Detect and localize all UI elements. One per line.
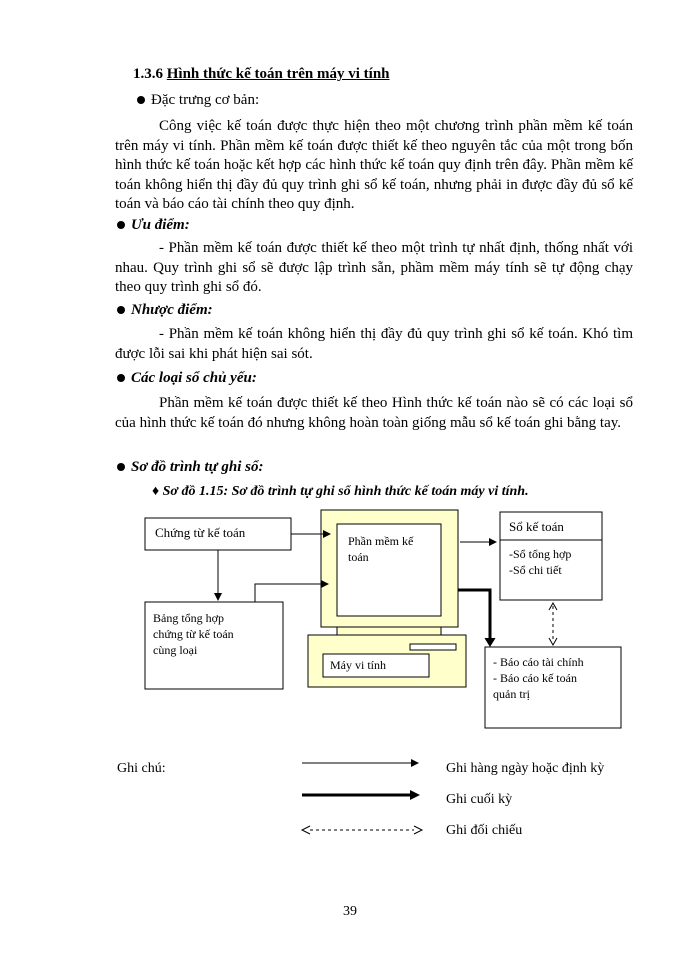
legend-label: Ghi chú: — [117, 761, 166, 776]
advantages-heading-text: Ưu điểm: — [131, 217, 190, 233]
software-label — [348, 533, 413, 565]
summary-line-3: cùng loại — [153, 643, 198, 657]
ledgers-items — [509, 546, 571, 578]
reports-label — [493, 654, 584, 702]
features-paragraph: Công việc kế toán được thực hiện theo một chương trình phần mềm kế toán trên máy vi tính. Phần mềm kế toán được thiết kế theo nguyên tắc của một trong bốn hình thức kế toán hoặc kết hợp các hình thức kế toán quy định trên đây. Phần mềm kế toán không hiển thị đầy đủ quy trình ghi sổ kế toán, nhưng phải in được đầy đủ sổ kế toán và báo cáo tài chính theo quy định. — [115, 118, 633, 212]
legend-daily-text: Ghi hàng ngày hoặc định kỳ — [446, 761, 605, 776]
reports-line-3: quản trị — [493, 687, 530, 701]
reports-line-2: - Báo cáo kế toán — [493, 671, 577, 685]
legend-period-end-text: Ghi cuối kỳ — [446, 792, 513, 807]
legend-period-end-arrowhead — [410, 790, 420, 800]
reports-line-1: - Báo cáo tài chính — [493, 655, 584, 669]
features-heading-text: Đặc trưng cơ bản: — [151, 92, 260, 108]
arrow-summary-to-software — [255, 584, 328, 602]
summary-line-2: chứng từ kế toán — [153, 627, 234, 641]
ledgers-item-1: -Sổ tổng hợp — [509, 547, 572, 561]
disadvantages-paragraph: - Phần mềm kế toán không hiển thị đầy đủ quy trình ghi sổ kế toán. Khó tìm được lỗi sai khi phát hiện sai sót. — [115, 326, 633, 362]
diagram-title: ♦ Sơ đồ 1.15: Sơ đồ trình tự ghi sổ hình thức kế toán máy vi tính. — [152, 484, 529, 499]
drive-slot — [410, 644, 456, 650]
books-paragraph: Phần mềm kế toán được thiết kế theo Hình thức kế toán nào sẽ có các loại sổ của hình thức kế toán đó nhưng không hoàn toàn giống mẫu sổ kế toán ghi bằng tay. — [115, 395, 633, 431]
computer-label: Máy vi tính — [330, 658, 386, 672]
books-heading-text: Các loại sổ chủ yếu: — [131, 370, 257, 386]
diagram-heading-text: Sơ đồ trình tự ghi sổ: — [131, 459, 264, 475]
advantages-paragraph: - Phần mềm kế toán được thiết kế theo một trình tự nhất định, thống nhất với nhau. Quy trình ghi sổ sẽ được lập trình sẵn, phầm mềm máy tính sẽ tự động chạy theo quy trình ghi sổ đó. — [115, 240, 633, 295]
monitor-neck — [337, 627, 441, 635]
legend-reconcile-text: Ghi đối chiếu — [446, 823, 523, 838]
source-docs-label: Chứng từ kế toán — [155, 525, 246, 540]
arrow-software-to-reports — [458, 590, 490, 642]
section-title: Hình thức kế toán trên máy vi tính — [166, 66, 390, 82]
summary-table-label — [153, 610, 234, 658]
disadvantages-heading-text: Nhược điểm: — [131, 302, 213, 318]
summary-line-1: Bảng tổng hợp — [153, 611, 225, 625]
software-line-1: Phần mềm kế — [348, 534, 414, 548]
section-number: 1.3.6 — [133, 66, 163, 82]
ledgers-title: Sổ kế toán — [509, 519, 564, 534]
page-number: 39 — [343, 904, 357, 919]
software-line-2: toán — [348, 550, 369, 564]
ledgers-item-2: -Sổ chi tiết — [509, 563, 562, 577]
